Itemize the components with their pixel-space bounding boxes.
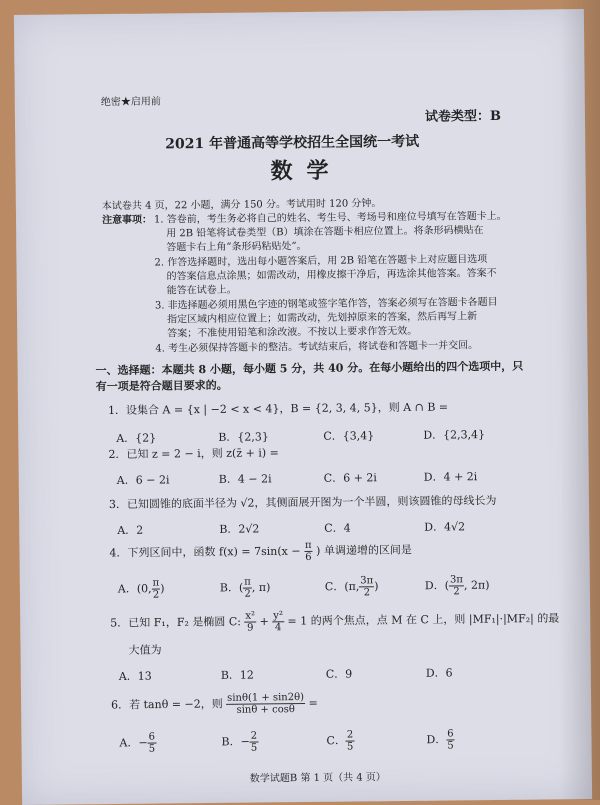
note-4: 4. 考生必须保持答题卡的整洁。考试结束后，将试卷和答题卡一并交回。: [155, 340, 479, 355]
section-heading-line1: 一、选择题：本题共 8 小题，每小题 5 分，共 40 分。在每小题给出的四个选项中，只: [95, 359, 524, 378]
question-6-stem: [111, 692, 318, 717]
fraction-x2-over-9: [244, 611, 256, 634]
question-2-option-a: A．6 − 2i: [116, 473, 170, 487]
question-4-option-c: [325, 575, 379, 599]
question-5-stem-start: 5．已知 F₁，F₂ 是椭圆 C:: [110, 615, 242, 630]
question-4-option-d: [425, 574, 490, 598]
equals-sign: =: [308, 696, 318, 710]
exam-paper: [14, 9, 592, 805]
fraction-pi-over-6: [304, 540, 313, 563]
option-prefix: C．(π,: [324, 579, 360, 594]
question-1-option-c: C．{3,4}: [323, 429, 375, 443]
question-1-option-a: A．{2}: [116, 431, 157, 445]
plus-sign: +: [259, 614, 269, 628]
option-prefix: A．−: [119, 736, 148, 750]
fraction-numerator: 3π: [449, 574, 463, 586]
fraction-trig-expression: [226, 692, 305, 716]
question-6-option-b: [221, 730, 258, 753]
exam-summary: 本试卷共 4 页，22 小题，满分 150 分。考试用时 120 分钟。: [101, 198, 382, 213]
note-2a: 2. 作答选择题时，选出每小题答案后，用 2B 铅笔在答题卡上对应题目选项: [154, 254, 488, 269]
question-3-option-b: B．2√2: [219, 522, 260, 536]
question-3-option-c: C．4: [324, 521, 351, 535]
note-1c: 答题卡右上角“条形码粘贴处”。: [166, 240, 307, 254]
option-fraction: [250, 730, 259, 753]
fraction-numerator: y²: [273, 610, 283, 622]
fraction-denominator: sinθ + cosθ: [236, 704, 295, 716]
paper-type: 试卷类型：B: [424, 108, 502, 125]
question-5-option-d: D．6: [425, 666, 453, 680]
question-5-stem: [110, 607, 559, 635]
question-4-option-a: [118, 577, 165, 600]
fraction-denominator: 2: [453, 586, 460, 598]
fraction-denominator: 5: [148, 743, 156, 755]
question-3-option-a: A．2: [117, 523, 144, 537]
subject-title: 数学: [270, 157, 343, 185]
question-2-option-b: B．4 − 2i: [218, 472, 272, 486]
notes-label: 注意事项：: [101, 214, 153, 227]
option-prefix: D．(: [424, 578, 450, 593]
section-heading-line2: 有一项是符合题目要求的。: [95, 378, 228, 394]
option-fraction: [359, 575, 374, 598]
question-4-stem-start: 4．下列区间中，函数 f(x) = 7sin(x −: [109, 544, 301, 560]
question-5-option-c: C．9: [325, 667, 353, 681]
option-fraction: [346, 729, 355, 752]
option-suffix: ): [160, 581, 165, 596]
option-prefix: A．(0,: [117, 582, 152, 596]
fraction-numerator: π: [152, 577, 160, 589]
option-prefix: C．: [326, 734, 346, 748]
fraction-denominator: 9: [247, 622, 254, 634]
option-fraction: [148, 732, 157, 755]
question-6-stem-start: 6．若 tanθ = −2，则: [111, 697, 223, 712]
option-prefix: B．−: [221, 735, 250, 749]
fraction-numerator: 6: [148, 731, 156, 743]
fraction-numerator: 2: [250, 730, 258, 742]
fraction-y2-over-4: [272, 610, 284, 633]
option-suffix: ): [374, 579, 379, 593]
fraction-numerator: 6: [447, 728, 454, 740]
fraction-numerator: π: [304, 539, 312, 551]
option-fraction: [446, 728, 455, 751]
question-6-option-c: [326, 729, 354, 752]
fraction-denominator: 2: [244, 588, 251, 600]
note-1a: 1. 答卷前，考生务必将自己的姓名、考生号、考场号和座位号填写在答题卡上。: [153, 210, 507, 226]
fraction-numerator: x²: [245, 610, 256, 622]
question-5-option-a: A．13: [118, 669, 152, 683]
fraction-denominator: 5: [250, 742, 258, 754]
question-5-stem-continued: 大值为: [128, 643, 162, 657]
question-2-option-d: D．4 + 2i: [423, 470, 478, 484]
question-3-option-d: D．4√2: [424, 520, 466, 534]
option-fraction: [449, 574, 464, 597]
fraction-numerator: sinθ(1 + sin2θ): [227, 692, 305, 704]
option-prefix: D．: [426, 733, 447, 747]
question-2-stem: 2．已知 z = 2 − i，则 z(z̄ + i) =: [108, 446, 279, 462]
question-2-option-c: C．6 + 2i: [323, 471, 377, 485]
fraction-numerator: π: [244, 576, 251, 588]
question-3-stem: 3．已知圆锥的底面半径为 √2，其侧面展开图为一个半圆，则该圆锥的母线长为: [108, 493, 497, 512]
question-4-stem: [109, 539, 412, 565]
note-2c: 能答在试卷上。: [166, 284, 237, 297]
question-1-stem: 1．设集合 A = {x | −2 < x < 4}，B = {2, 3, 4, 5}，则 A ∩ B =: [107, 400, 449, 418]
option-suffix: , π): [251, 580, 271, 595]
fraction-numerator: 2: [346, 729, 354, 741]
question-4-option-b: [220, 576, 271, 600]
option-suffix: , 2π): [463, 578, 490, 592]
note-1b: 用 2B 铅笔将试卷类型（B）填涂在答题卡相应位置上。将条形码横贴在: [166, 225, 484, 240]
question-5-option-b: B．12: [220, 668, 254, 682]
fraction-denominator: 6: [305, 551, 312, 563]
fraction-denominator: 5: [447, 740, 454, 752]
fraction-denominator: 2: [363, 587, 371, 599]
note-2b: 的答案信息点涂黑；如需改动，用橡皮擦干净后，再选涂其他答案。答案不: [166, 267, 497, 283]
page-edge-shadow: [560, 0, 600, 800]
question-5-stem-end: = 1 的两个焦点，点 M 在 C 上，则 |MF₁|·|MF₂| 的最: [287, 611, 560, 628]
question-1-option-b: B．{2,3}: [218, 430, 269, 444]
fraction-denominator: 4: [274, 622, 282, 634]
question-6-option-d: [426, 728, 454, 751]
question-6-option-a: [119, 732, 156, 755]
note-3c: 答案；不准使用铅笔和涂改液。不按以上要求作答无效。: [167, 325, 418, 340]
option-prefix: B．(: [219, 581, 244, 595]
question-1-option-d: D．{2,3,4}: [423, 428, 486, 442]
fraction-denominator: 2: [152, 589, 160, 601]
note-3b: 指定区域内相应位置上；如需改动，先划掉原来的答案，然后再写上新: [167, 311, 478, 326]
fraction-numerator: 3π: [360, 575, 374, 587]
confidential-label: 绝密★启用前: [100, 96, 161, 109]
option-fraction: [243, 577, 252, 600]
note-3a: 3. 非选择题必须用黑色字迹的钢笔或签字笔作答，答案必须写在答题卡各题目: [154, 296, 498, 312]
page-footer: 数学试题B 第 1 页（共 4 页）: [249, 772, 386, 785]
question-4-stem-end: ) 单调递增的区间是: [316, 543, 412, 558]
fraction-denominator: 5: [346, 741, 354, 753]
exam-title: 2021 年普通高等学校招生全国统一考试: [165, 133, 420, 153]
